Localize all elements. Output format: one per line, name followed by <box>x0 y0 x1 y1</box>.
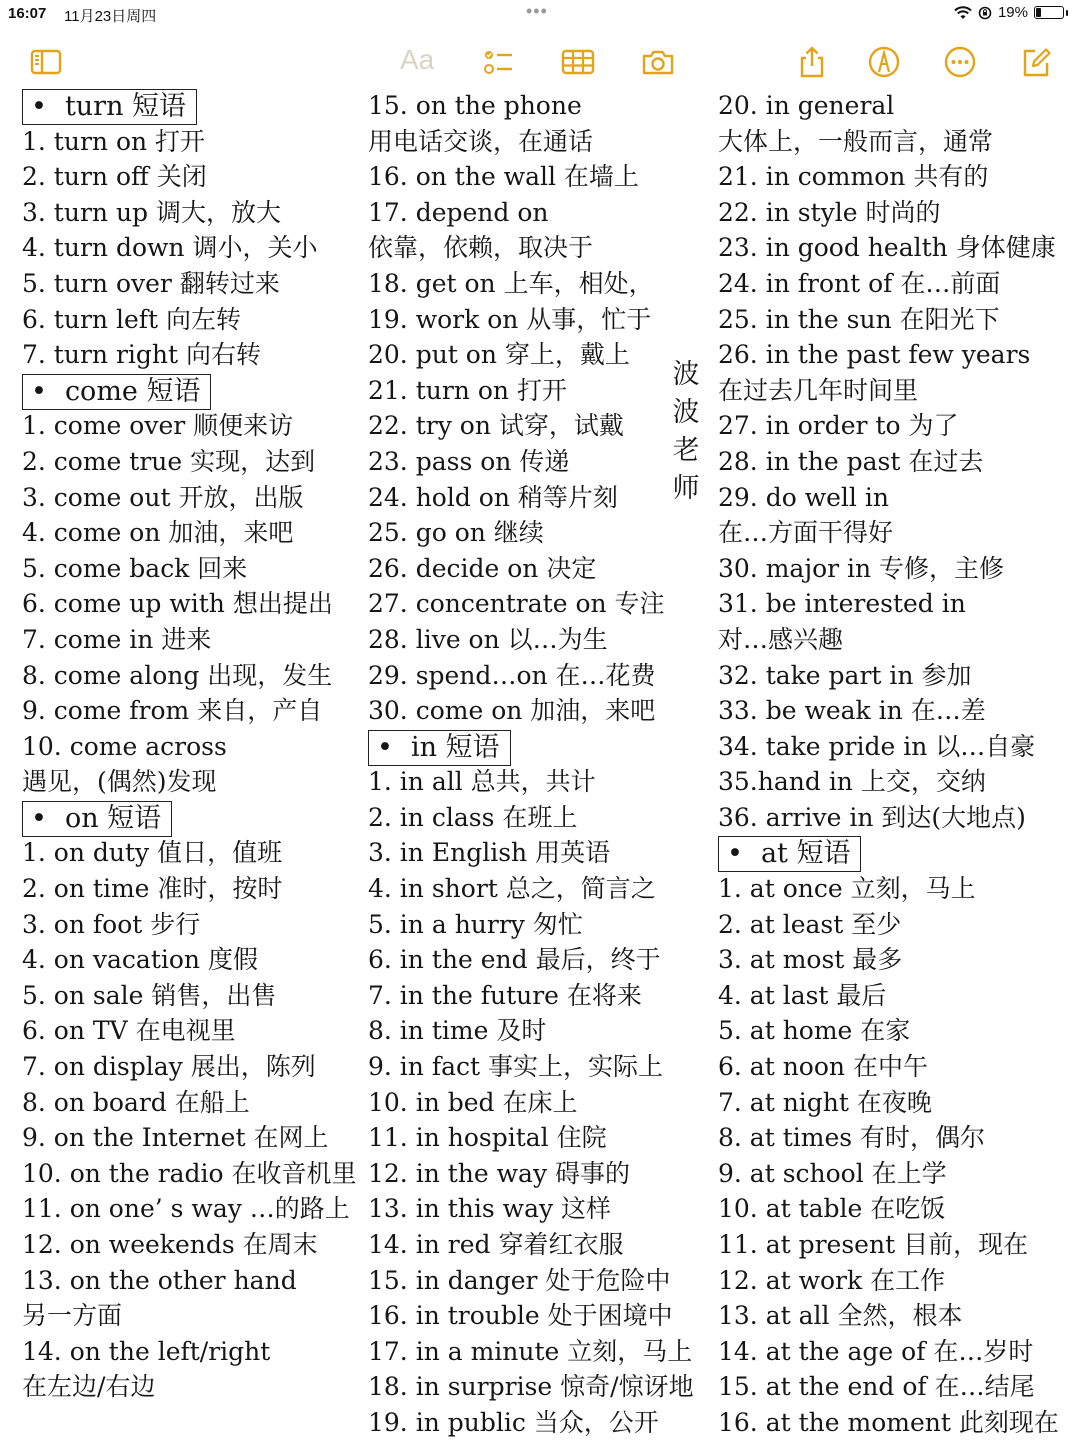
phrase-line: 35.hand in 上交，交纳 <box>718 767 986 797</box>
sidebar-icon <box>29 45 63 79</box>
phrase-line: 3. at most 最多 <box>718 945 903 975</box>
phrase-line: 34. take pride in 以…自豪 <box>718 731 1036 761</box>
battery-tip <box>1066 10 1068 16</box>
section-heading <box>22 801 172 837</box>
phrase-line: 14. in red 穿着红衣服 <box>368 1230 624 1259</box>
phrase-line: 30. major in 专修，主修 <box>718 553 1005 583</box>
note-page[interactable] <box>0 88 1080 1440</box>
status-right <box>954 4 1068 21</box>
phrase-line: 另一方面 <box>22 1301 123 1331</box>
phrase-line: 21. in common 共有的 <box>718 162 989 192</box>
bullet-icon: • <box>31 375 47 407</box>
phrase-line: 16. in trouble 处于困境中 <box>368 1301 673 1331</box>
phrase-line: 14. at the age of 在…岁时 <box>718 1336 1034 1366</box>
phrase-line: 7. at night 在夜晚 <box>718 1087 932 1117</box>
phrase-line: 11. on one’ s way …的路上 <box>22 1194 350 1224</box>
status-bar <box>0 0 1080 28</box>
phrase-line: 29. do well in <box>718 482 889 512</box>
bullet-icon: • <box>727 838 743 870</box>
table-icon <box>561 45 595 79</box>
markup-button[interactable] <box>864 42 904 82</box>
phrase-line: 3. in English 用英语 <box>368 838 611 868</box>
phrase-line: 12. on weekends 在周末 <box>22 1230 318 1259</box>
phrase-line: 18. in surprise 惊奇/惊讶地 <box>368 1372 694 1402</box>
camera-icon <box>641 45 675 79</box>
phrase-line: 用电话交谈，在通话 <box>368 126 594 156</box>
phrase-line: 1. on duty 值日，值班 <box>22 838 283 868</box>
phrase-line: 22. try on 试穿，试戴 <box>368 411 624 441</box>
bullet-icon: • <box>377 731 393 763</box>
wifi-icon <box>954 6 972 20</box>
phrase-line: 依靠，依赖，取决于 <box>368 233 594 263</box>
camera-button[interactable] <box>638 42 678 82</box>
phrase-line: 25. go on 继续 <box>368 518 544 548</box>
phrase-line: 17. in a minute 立刻，马上 <box>368 1336 693 1366</box>
section-heading-row <box>22 373 357 409</box>
note-column-1 <box>22 88 357 1405</box>
phrase-line: 6. turn left 向左转 <box>22 304 241 334</box>
phrase-line: 10. at table 在吃饭 <box>718 1194 946 1224</box>
phrase-line: 33. be weak in 在…差 <box>718 696 986 726</box>
phrase-line: 11. in hospital 住院 <box>368 1123 607 1153</box>
phrase-line: 31. be interested in <box>718 589 966 619</box>
phrase-line: 16. on the wall 在墙上 <box>368 162 639 192</box>
phrase-line: 24. in front of 在…前面 <box>718 268 1001 298</box>
bullet-icon: • <box>31 802 47 834</box>
phrase-line: 23. pass on 传递 <box>368 446 570 476</box>
section-heading-text: come 短语 <box>64 375 201 407</box>
phrase-line: 27. concentrate on 专注 <box>368 589 665 619</box>
phrase-line: 32. take part in 参加 <box>718 660 972 690</box>
author-signature: 波 波 老 师 <box>672 359 700 504</box>
phrase-line: 1. turn on 打开 <box>22 126 206 156</box>
phrase-line: 9. come from 来自，产自 <box>22 696 323 726</box>
phrase-line: 9. in fact 事实上，实际上 <box>368 1052 663 1082</box>
format-button[interactable]: Aa <box>400 44 435 75</box>
phrase-line: 23. in good health 身体健康 <box>718 233 1056 263</box>
section-heading-text: in 短语 <box>410 731 500 763</box>
phrase-line: 8. in time 及时 <box>368 1016 547 1046</box>
section-heading-text: turn 短语 <box>64 91 187 122</box>
phrase-line: 4. turn down 调小，关小 <box>22 233 318 263</box>
phrase-line: 22. in style 时尚的 <box>718 197 941 227</box>
more-icon <box>943 45 977 79</box>
phrase-line: 8. come along 出现，发生 <box>22 660 333 690</box>
phrase-line: 10. come across <box>22 731 227 761</box>
phrase-line: 13. at all 全然，根本 <box>718 1301 963 1331</box>
phrase-line: 4. come on 加油，来吧 <box>22 518 294 548</box>
phrase-line: 对…感兴趣 <box>718 624 844 654</box>
phrase-line: 9. at school 在上学 <box>718 1158 947 1188</box>
phrase-line: 25. in the sun 在阳光下 <box>718 304 1000 334</box>
phrase-line: 19. work on 从事，忙于 <box>368 304 652 334</box>
phrase-line: 12. at work 在工作 <box>718 1265 946 1295</box>
phrase-line: 4. on vacation 度假 <box>22 945 258 975</box>
phrase-line: 在过去几年时间里 <box>718 375 919 405</box>
phrase-line: 15. in danger 处于危险中 <box>368 1265 671 1295</box>
phrase-line: 1. in all 总共，共计 <box>368 767 596 797</box>
share-icon <box>795 45 829 79</box>
phrase-line: 15. at the end of 在…结尾 <box>718 1372 1035 1402</box>
phrase-line: 16. at the moment 此刻现在 <box>718 1407 1059 1437</box>
phrase-line: 7. turn right 向右转 <box>22 340 261 370</box>
phrase-line: 28. in the past 在过去 <box>718 446 984 476</box>
section-heading <box>718 836 861 872</box>
phrase-line: 3. on foot 步行 <box>22 909 201 939</box>
phrase-line: 26. in the past few years <box>718 340 1031 370</box>
phrase-line: 6. on TV 在电视里 <box>22 1016 236 1046</box>
section-heading <box>22 89 197 125</box>
phrase-line: 9. on the Internet 在网上 <box>22 1123 329 1153</box>
phrase-line: 5. on sale 销售，出售 <box>22 980 277 1010</box>
checklist-button[interactable] <box>478 42 518 82</box>
phrase-line: 26. decide on 决定 <box>368 553 597 583</box>
section-heading-text: on 短语 <box>64 802 162 834</box>
phrase-line: 20. put on 穿上，戴上 <box>368 340 630 370</box>
bullet-icon: • <box>31 91 47 122</box>
phrase-line: 29. spend…on 在…花费 <box>368 660 656 690</box>
phrase-line: 21. turn on 打开 <box>368 375 567 405</box>
section-heading-row <box>22 800 357 836</box>
phrase-line: 18. get on 上车，相处， <box>368 268 654 298</box>
sidebar-button[interactable] <box>26 42 66 82</box>
phrase-line: 15. on the phone <box>368 91 582 120</box>
phrase-line: 3. turn up 调大，放大 <box>22 197 281 227</box>
phrase-line: 30. come on 加油，来吧 <box>368 696 656 726</box>
section-heading-row <box>368 729 694 765</box>
phrase-line: 2. come true 实现，达到 <box>22 446 316 476</box>
phrase-line: 27. in order to 为了 <box>718 411 959 441</box>
phrase-line: 5. in a hurry 匆忙 <box>368 909 583 939</box>
phrase-line: 13. on the other hand <box>22 1265 297 1295</box>
phrase-line: 7. come in 进来 <box>22 624 212 654</box>
notes-toolbar <box>0 36 1080 86</box>
note-column-3 <box>718 88 1059 1441</box>
phrase-line: 1. at once 立刻，马上 <box>718 874 976 904</box>
section-heading <box>22 374 211 410</box>
phrase-line: 19. in public 当众，公开 <box>368 1407 659 1437</box>
phrase-line: 4. at last 最后 <box>718 980 887 1010</box>
multitasking-dots-icon[interactable]: ••• <box>526 1 548 21</box>
phrase-line: 2. at least 至少 <box>718 909 902 939</box>
phrase-line: 4. in short 总之，简言之 <box>368 874 656 904</box>
phrase-line: 在…方面干得好 <box>718 518 894 548</box>
phrase-line: 17. depend on <box>368 197 549 227</box>
phrase-line: 12. in the way 碍事的 <box>368 1158 631 1188</box>
phrase-line: 6. come up with 想出提出 <box>22 589 333 619</box>
phrase-line: 13. in this way 这样 <box>368 1194 612 1224</box>
phrase-line: 5. turn over 翻转过来 <box>22 268 280 298</box>
phrase-line: 遇见，(偶然)发现 <box>22 767 217 797</box>
phrase-line: 在左边/右边 <box>22 1372 156 1402</box>
phrase-line: 24. hold on 稍等片刻 <box>368 482 618 512</box>
note-column-2 <box>368 88 694 1441</box>
phrase-line: 大体上，一般而言，通常 <box>718 126 994 156</box>
phrase-line: 2. on time 准时，按时 <box>22 874 283 904</box>
phrase-line: 36. arrive in 到达(大地点) <box>718 802 1026 832</box>
phrase-line: 11. at present 目前，现在 <box>718 1230 1029 1259</box>
phrase-line: 7. on display 展出，陈列 <box>22 1052 316 1082</box>
phrase-line: 10. in bed 在床上 <box>368 1087 578 1117</box>
compose-button[interactable] <box>1016 42 1056 82</box>
compose-icon <box>1019 45 1053 79</box>
phrase-line: 5. come back 回来 <box>22 553 248 583</box>
phrase-line: 3. come out 开放，出版 <box>22 482 304 512</box>
section-heading <box>368 730 511 766</box>
phrase-line: 10. on the radio 在收音机里 <box>22 1158 357 1188</box>
phrase-line: 5. at home 在家 <box>718 1016 911 1046</box>
phrase-line: 1. come over 顺便来访 <box>22 411 294 441</box>
section-heading-text: at 短语 <box>760 838 851 870</box>
orientation-lock-icon <box>978 6 992 20</box>
more-button[interactable] <box>940 42 980 82</box>
phrase-line: 28. live on 以…为生 <box>368 624 608 654</box>
table-button[interactable] <box>558 42 598 82</box>
markup-icon <box>867 45 901 79</box>
status-date: 11月23日周四 <box>64 8 157 25</box>
battery-icon <box>1034 6 1064 19</box>
phrase-line: 6. at noon 在中午 <box>718 1052 928 1082</box>
section-heading-row <box>22 88 357 124</box>
battery-percent: 19% <box>997 4 1028 21</box>
status-time: 16:07 <box>8 5 47 22</box>
share-button[interactable] <box>792 42 832 82</box>
phrase-line: 6. in the end 最后，终于 <box>368 945 661 975</box>
phrase-line: 20. in general <box>718 91 895 120</box>
phrase-line: 8. on board 在船上 <box>22 1087 250 1117</box>
phrase-line: 7. in the future 在将来 <box>368 980 642 1010</box>
phrase-line: 14. on the left/right <box>22 1336 271 1366</box>
phrase-line: 2. turn off 关闭 <box>22 162 207 192</box>
phrase-line: 2. in class 在班上 <box>368 802 578 832</box>
section-heading-row <box>718 835 1059 871</box>
phrase-line: 8. at times 有时，偶尔 <box>718 1123 986 1153</box>
checklist-icon <box>481 45 515 79</box>
